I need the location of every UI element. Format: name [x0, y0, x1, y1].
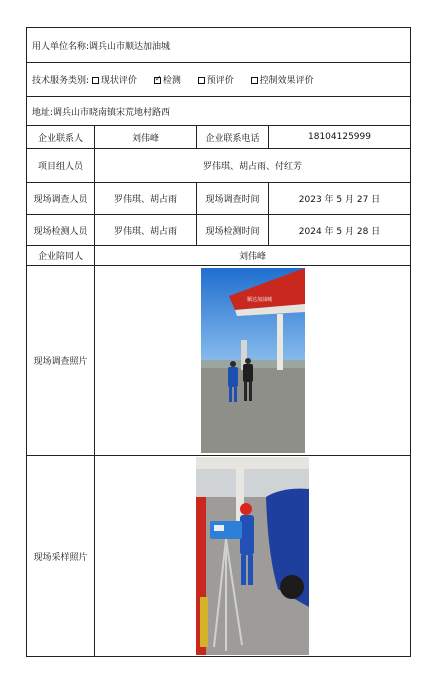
pump-base-stripe — [200, 597, 208, 647]
checkbox-detection[interactable] — [154, 77, 161, 84]
row-contact — [27, 126, 411, 149]
option-status-evaluation[interactable] — [92, 76, 137, 86]
escort-value: 刘伟峰 — [95, 246, 411, 266]
option-control-effect-evaluation[interactable] — [251, 76, 314, 86]
person-two-leg — [244, 382, 247, 401]
person-two-leg — [249, 382, 252, 401]
row-escort — [27, 246, 411, 266]
address-cell — [27, 97, 411, 126]
contact-value: 刘伟峰 — [95, 126, 197, 149]
canopy-sign: 顺达加油城 — [246, 297, 272, 303]
unit-name-cell — [27, 28, 411, 63]
survey-photo — [201, 268, 305, 453]
row-team — [27, 149, 411, 183]
person-one-leg — [229, 387, 232, 402]
survey-time-value: 2023 年 5 月 27 日 — [269, 183, 411, 215]
car-wheel — [280, 575, 304, 599]
row-sampling-photo — [27, 456, 411, 657]
unit-name-label: 用人单位名称: — [32, 41, 90, 52]
team-label: 项目组人员 — [27, 149, 95, 183]
contact-label: 企业联系人 — [27, 126, 95, 149]
escort-label: 企业陪同人 — [27, 246, 95, 266]
row-survey — [27, 183, 411, 215]
sampling-photo-cell — [95, 456, 411, 657]
detect-time-label: 现场检测时间 — [197, 215, 269, 246]
detect-time-value: 2024 年 5 月 28 日 — [269, 215, 411, 246]
checkbox-status-evaluation[interactable] — [92, 77, 99, 84]
option-pre-evaluation[interactable] — [198, 76, 234, 86]
inspection-form-sheet — [26, 27, 410, 657]
option-label: 预评价 — [206, 76, 234, 86]
checkbox-control-effect-evaluation[interactable] — [251, 77, 258, 84]
option-label: 检测 — [162, 76, 181, 86]
worker-leg — [241, 555, 246, 585]
option-label: 现状评价 — [100, 76, 137, 86]
person-two-body — [243, 364, 253, 382]
sampling-photo — [196, 457, 309, 655]
checkbox-pre-evaluation[interactable] — [198, 77, 205, 84]
worker-hat — [240, 503, 252, 515]
option-label: 控制效果评价 — [259, 76, 314, 86]
detect-staff-value: 罗伟琪、胡占雨 — [95, 215, 197, 246]
address-value: 调兵山市晓南镇宋荒地村路西 — [53, 107, 171, 118]
worker-body — [240, 515, 254, 555]
inspection-form-table — [26, 27, 411, 657]
person-one-head — [230, 361, 236, 367]
canopy-ceiling — [196, 457, 309, 469]
phone-value: 18104125999 — [269, 126, 411, 149]
pavement — [201, 368, 305, 453]
service-type-cell — [27, 63, 411, 97]
instrument-display — [214, 525, 224, 531]
survey-photo-cell — [95, 266, 411, 456]
row-detection — [27, 215, 411, 246]
survey-time-label: 现场调查时间 — [197, 183, 269, 215]
survey-staff-value: 罗伟琪、胡占雨 — [95, 183, 197, 215]
survey-photo-label: 现场调查照片 — [27, 266, 95, 456]
address-label: 地址: — [32, 107, 54, 118]
worker-leg — [248, 555, 253, 585]
team-value: 罗伟琪、胡占雨、付红芳 — [95, 149, 411, 183]
row-service-type — [27, 63, 411, 97]
unit-name-value: 调兵山市顺达加油城 — [89, 41, 171, 52]
option-detection[interactable] — [154, 76, 181, 86]
person-one-leg — [234, 387, 237, 402]
survey-staff-label: 现场调查人员 — [27, 183, 95, 215]
phone-label: 企业联系电话 — [197, 126, 269, 149]
person-one-body — [228, 367, 238, 387]
detect-staff-label: 现场检测人员 — [27, 215, 95, 246]
row-unit-name — [27, 28, 411, 63]
service-type-label: 技术服务类别: — [32, 76, 90, 86]
sampling-photo-label: 现场采样照片 — [27, 456, 95, 657]
row-address — [27, 97, 411, 126]
canopy-pillar — [277, 314, 283, 370]
person-two-head — [245, 358, 251, 364]
row-survey-photo — [27, 266, 411, 456]
